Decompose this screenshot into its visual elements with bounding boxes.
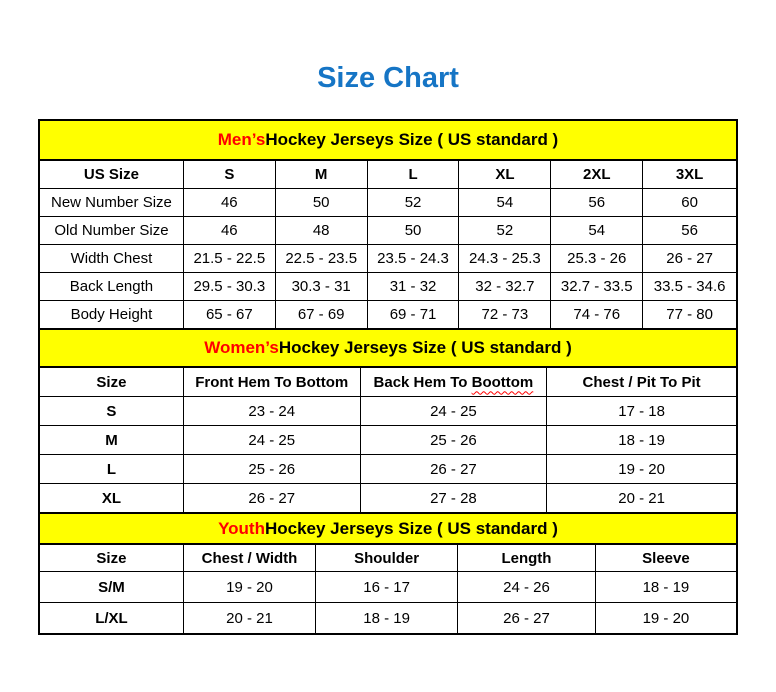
- table-row: [40, 603, 736, 634]
- section-mens: [40, 121, 736, 328]
- row-label: M: [40, 426, 183, 455]
- size-cell: 69 - 71: [367, 301, 459, 329]
- column-header: 3XL: [643, 161, 736, 189]
- size-cell: 50: [367, 217, 459, 245]
- size-cell: 18 - 19: [547, 426, 736, 455]
- size-cell: 56: [643, 217, 736, 245]
- column-header: Chest / Pit To Pit: [547, 368, 736, 397]
- table-row: [40, 217, 736, 245]
- size-cell: 26 - 27: [643, 245, 736, 273]
- size-cell: 19 - 20: [183, 572, 315, 603]
- header-row: [40, 368, 736, 397]
- column-header: M: [275, 161, 367, 189]
- table-row: [40, 455, 736, 484]
- section-youth: [40, 512, 736, 633]
- size-cell: 25.3 - 26: [551, 245, 643, 273]
- column-header: XL: [459, 161, 551, 189]
- size-cell: 25 - 26: [183, 455, 360, 484]
- mens-table: [40, 161, 736, 328]
- column-header: Front Hem To Bottom: [183, 368, 360, 397]
- heading-text: Hockey Jerseys Size ( US standard ): [264, 518, 558, 538]
- row-label: Back Length: [40, 273, 183, 301]
- section-heading-mens: [40, 121, 736, 161]
- size-cell: 32 - 32.7: [459, 273, 551, 301]
- section-womens: [40, 328, 736, 512]
- size-cell: 77 - 80: [666, 306, 713, 323]
- size-cell: 24 - 25: [360, 397, 547, 426]
- size-cell: 26 - 27: [360, 455, 547, 484]
- page-title: Size Chart: [317, 62, 459, 94]
- table-row: [40, 273, 736, 301]
- size-cell: 16 - 17: [316, 572, 458, 603]
- table-row: [40, 245, 736, 273]
- heading-text: Hockey Jerseys Size ( US standard ): [278, 338, 572, 357]
- size-cell: 24 - 26: [458, 572, 596, 603]
- table-row: [40, 397, 736, 426]
- size-cell: 32.7 - 33.5: [551, 273, 643, 301]
- size-cell: 23 - 24: [183, 397, 360, 426]
- size-cell: 19 - 20: [547, 455, 736, 484]
- size-cell: 54: [459, 189, 551, 217]
- row-label: L/XL: [40, 603, 183, 634]
- size-cell: 24.3 - 25.3: [459, 245, 551, 273]
- table-row: [40, 572, 736, 603]
- column-header: Chest / Width: [183, 545, 315, 572]
- size-cell: 19 - 20: [642, 609, 690, 627]
- size-cell: 48: [275, 217, 367, 245]
- size-cell: 27 - 28: [360, 484, 547, 513]
- youth-table: [40, 545, 736, 633]
- heading-highlight: Men’s: [217, 130, 266, 149]
- column-header: Sleeve: [595, 545, 736, 572]
- size-cell: 24 - 25: [183, 426, 360, 455]
- size-cell: 31 - 32: [367, 273, 459, 301]
- womens-table: [40, 368, 736, 512]
- column-header: US Size: [40, 161, 183, 189]
- column-header-text: Back Hem To: [373, 373, 472, 391]
- size-cell: 21.5 - 22.5: [183, 245, 275, 273]
- table-row: [40, 426, 736, 455]
- size-cell: 18 - 19: [595, 572, 736, 603]
- table-row: [40, 189, 736, 217]
- size-cell: 52: [367, 189, 459, 217]
- size-cell: 23.5 - 24.3: [367, 245, 459, 273]
- column-header: [360, 368, 547, 397]
- heading-text: Hockey Jerseys Size ( US standard ): [265, 130, 559, 149]
- size-cell: 67 - 69: [275, 301, 367, 329]
- table-row: [40, 484, 736, 513]
- size-cell: 25 - 26: [360, 426, 547, 455]
- size-cell: 72 - 73: [459, 301, 551, 329]
- size-chart: [38, 119, 738, 635]
- heading-highlight: Youth: [218, 518, 265, 538]
- column-header: 2XL: [551, 161, 643, 189]
- column-header: Shoulder: [316, 545, 458, 572]
- header-row: [40, 161, 736, 189]
- size-cell: 60: [643, 189, 736, 217]
- size-cell: 26 - 27: [183, 484, 360, 513]
- column-header: Size: [40, 368, 183, 397]
- section-heading-womens: [40, 328, 736, 368]
- size-cell: 26 - 27: [458, 603, 596, 634]
- size-cell: 50: [275, 189, 367, 217]
- size-cell: 20 - 21: [183, 603, 315, 634]
- misspelled-word: Boottom: [471, 373, 534, 391]
- row-label: L: [40, 455, 183, 484]
- row-label: S/M: [40, 572, 183, 603]
- size-cell: 65 - 67: [183, 301, 275, 329]
- row-label: Old Number Size: [40, 217, 183, 245]
- column-header: S: [183, 161, 275, 189]
- size-cell: 46: [183, 189, 275, 217]
- size-cell: 29.5 - 30.3: [183, 273, 275, 301]
- row-label: S: [40, 397, 183, 426]
- row-label: New Number Size: [40, 189, 183, 217]
- heading-highlight: Women’s: [204, 338, 279, 357]
- row-label: Width Chest: [40, 245, 183, 273]
- size-cell: 17 - 18: [547, 397, 736, 426]
- size-cell: 56: [551, 189, 643, 217]
- size-cell: 46: [183, 217, 275, 245]
- column-header: L: [367, 161, 459, 189]
- size-cell: 30.3 - 31: [275, 273, 367, 301]
- size-cell: 74 - 76: [551, 301, 643, 329]
- size-cell: 22.5 - 23.5: [275, 245, 367, 273]
- size-cell: 52: [459, 217, 551, 245]
- size-cell: 33.5 - 34.6: [643, 273, 736, 301]
- section-heading-youth: [40, 512, 736, 545]
- size-cell: 54: [551, 217, 643, 245]
- row-label: XL: [40, 484, 183, 513]
- row-label: Body Height: [40, 301, 183, 329]
- column-header: Length: [458, 545, 596, 572]
- size-cell: 18 - 19: [316, 603, 458, 634]
- table-row: [40, 301, 736, 329]
- header-row: [40, 545, 736, 572]
- size-cell: 20 - 21: [618, 489, 665, 507]
- column-header: Size: [40, 545, 183, 572]
